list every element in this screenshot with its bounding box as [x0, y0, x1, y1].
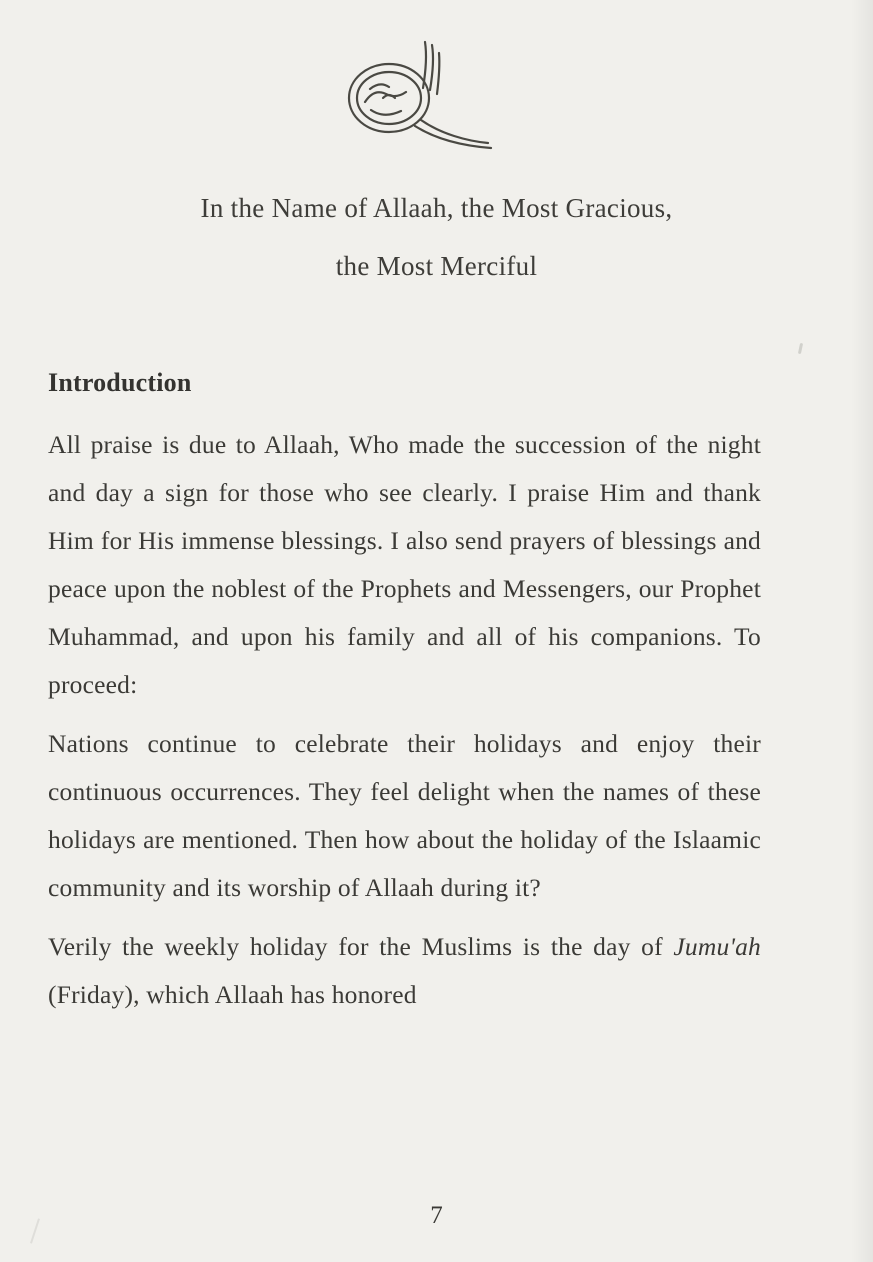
paragraph-1: All praise is due to Allaah, Who made the succession of the night and day a sign for those who see clearly. I praise Him and thank Him for His immense blessings. I also send prayers of blessings and peace upon the noblest of the Prophets and Messengers, our Prophet Muhammad, and upon his family and all of his companions. To proceed: [48, 430, 761, 699]
bismillah-line-1: In the Name of Allaah, the Most Gracious, [200, 193, 673, 223]
scan-artifact [798, 343, 803, 354]
italic-term-jumuah: Jumu'ah [673, 932, 761, 961]
bismillah-translation [0, 179, 873, 295]
page-number: 7 [430, 1202, 443, 1229]
paragraph-3 [48, 923, 761, 1019]
paragraph-2: Nations continue to celebrate their holidays and enjoy their continuous occurrences. They feel delight when the names of these holidays are mentioned. Then how about the holiday of the Islaamic community and its worship of Allaah during it? [48, 729, 761, 902]
bismillah-calligraphy-icon [315, 38, 515, 153]
bismillah-line-2: the Most Merciful [335, 251, 538, 281]
paragraph-3-text-pre: Verily the weekly holiday for the Muslims is the day of [48, 932, 674, 961]
paragraph-3-text-post: (Friday), which Allaah has honored [48, 980, 417, 1009]
page-content [48, 359, 761, 1019]
section-heading: Introduction [48, 368, 192, 397]
